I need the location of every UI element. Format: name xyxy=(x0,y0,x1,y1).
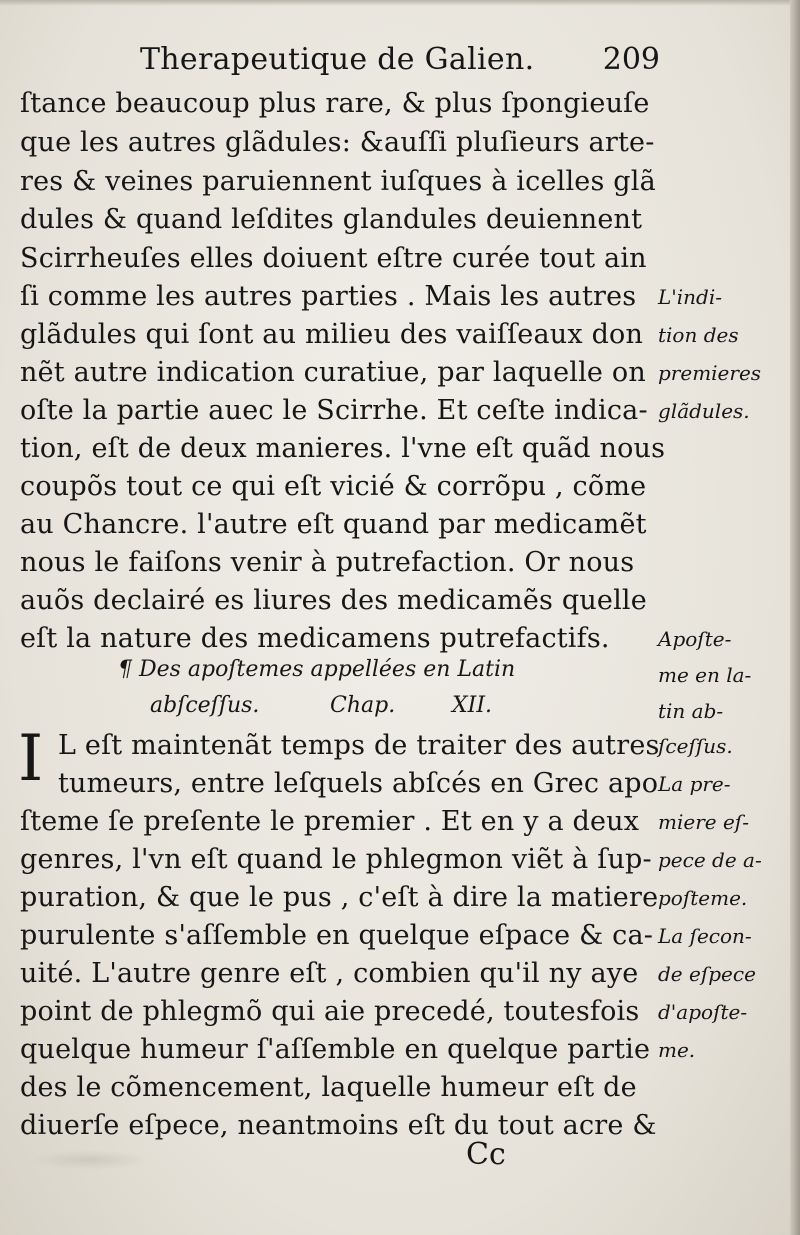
text-line: des le cõmencement, laquelle humeur eſt de xyxy=(20,1072,637,1103)
text-line: L eſt maintenãt temps de traiter des autres xyxy=(58,730,660,761)
ink-smudge xyxy=(30,1150,150,1170)
marginal-note: miere eſ- xyxy=(658,810,749,834)
marginal-note: glãdules. xyxy=(658,399,750,423)
text-line: oſte la partie auec le Scirrhe. Et ceſte indica- xyxy=(20,395,648,426)
text-line: glãdules qui ſont au milieu des vaiſſeaux don xyxy=(20,319,644,350)
chapter-title: ¶ Des apoſtemes appellées en Latin xyxy=(118,657,516,682)
text-line: tion, eſt de deux manieres. l'vne eſt quãd nous xyxy=(20,433,666,464)
running-head: Therapeutique de Galien. xyxy=(140,42,535,77)
page-number: 209 xyxy=(602,42,660,77)
marginal-note: ſceſſus. xyxy=(658,734,733,758)
text-line: tumeurs, entre leſquels abſcés en Grec apo xyxy=(58,768,659,799)
marginal-note: tin ab- xyxy=(658,699,724,723)
page-edge-top xyxy=(0,0,800,6)
page-header xyxy=(140,42,660,82)
marginal-note: de eſpece xyxy=(658,962,756,986)
marginal-note: La pre- xyxy=(658,772,731,796)
text-line: auõs declairé es liures des medicamẽs quelle xyxy=(20,585,647,616)
text-line: que les autres glãdules: &auſſi pluſieurs arte- xyxy=(20,127,655,158)
drop-capital: I xyxy=(18,722,44,796)
chapter-number: XII. xyxy=(452,693,493,718)
text-line: puration, & que le pus , c'eſt à dire la matiere xyxy=(20,882,659,913)
marginal-note: poſteme. xyxy=(658,886,748,910)
marginal-note: tion des xyxy=(658,323,739,347)
text-line: Scirrheuſes elles doiuent eſtre curée tout ain xyxy=(20,243,647,274)
text-line: ſtance beaucoup plus rare, & plus ſpongieuſe xyxy=(20,88,650,119)
text-line: au Chancre. l'autre eſt quand par medicamẽt xyxy=(20,509,647,540)
chapter-label: Chap. xyxy=(330,693,396,718)
text-line: ſi comme les autres parties . Mais les autres xyxy=(20,281,637,312)
text-line: res & veines paruiennent iuſques à icelles glã xyxy=(20,166,656,197)
marginal-note: d'apoſte- xyxy=(658,1000,748,1024)
catchword: Cc xyxy=(466,1137,506,1172)
marginal-note: L'indi- xyxy=(658,285,723,309)
marginal-note: me. xyxy=(658,1038,696,1062)
text-line: point de phlegmõ qui aie precedé, toutesfois xyxy=(20,996,640,1027)
text-line: dules & quand leſdites glandules deuiennent xyxy=(20,204,643,235)
text-line: coupõs tout ce qui eſt vicié & corrõpu , cõme xyxy=(20,471,647,502)
text-line: purulente s'aſſemble en quelque eſpace & ca- xyxy=(20,920,654,951)
text-line: uité. L'autre genre eſt , combien qu'il ny aye xyxy=(20,958,639,989)
text-line: quelque humeur ſ'aſſemble en quelque partie xyxy=(20,1034,651,1065)
page-edge-right xyxy=(790,0,800,1235)
chapter-title-latin: abſceſſus. xyxy=(150,693,260,718)
marginal-note: La ſecon- xyxy=(658,924,752,948)
text-line: diuerſe eſpece, neantmoins eſt du tout acre & xyxy=(20,1110,657,1141)
marginal-note: me en la- xyxy=(658,663,752,687)
text-line: ſteme ſe preſente le premier . Et en y a deux xyxy=(20,806,640,837)
marginal-note: Apoſte- xyxy=(658,627,732,651)
text-line: nous le faiſons venir à putrefaction. Or nous xyxy=(20,547,635,578)
marginal-note: pece de a- xyxy=(658,848,762,872)
marginal-note: premieres xyxy=(658,361,762,385)
text-line: genres, l'vn eſt quand le phlegmon viẽt à ſup- xyxy=(20,844,652,875)
text-line: eſt la nature des medicamens putrefactifs. xyxy=(20,623,610,654)
text-line: nẽt autre indication curatiue, par laquelle on xyxy=(20,357,646,388)
